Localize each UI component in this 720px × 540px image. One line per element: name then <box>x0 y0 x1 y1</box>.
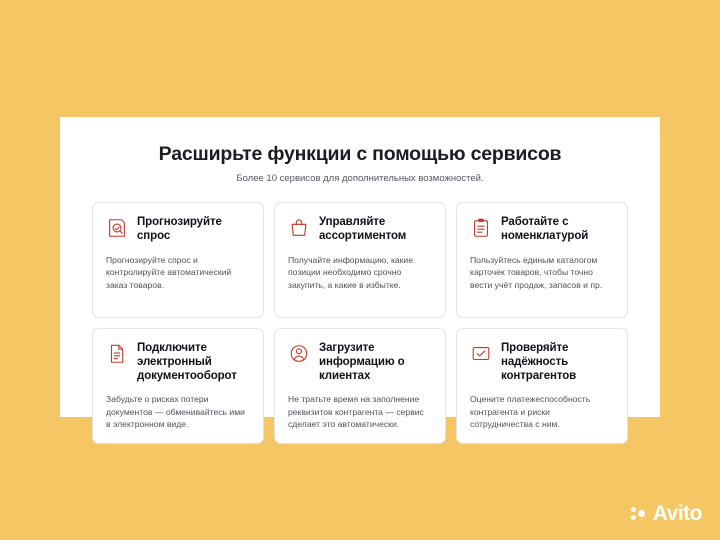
forecast-demand-icon <box>106 216 128 240</box>
service-tile-counterparty-check[interactable] <box>456 328 628 444</box>
avito-logo-icon <box>631 505 648 522</box>
tile-title: Работайте с номенклатурой <box>501 215 589 242</box>
tile-header <box>470 215 614 243</box>
service-tile-forecast-demand[interactable] <box>92 202 264 318</box>
tile-header <box>288 341 432 383</box>
tile-title: Проверяйте надёжность контрагентов <box>501 341 577 382</box>
page-subtitle: Более 10 сервисов для дополнительных возможностей. <box>236 173 484 185</box>
assortment-bag-icon <box>288 216 310 240</box>
document-flow-icon <box>106 342 128 366</box>
tile-header <box>470 341 614 383</box>
tile-title: Прогнозируйте спрос <box>137 215 222 242</box>
tile-header <box>106 341 250 383</box>
service-tile-client-info[interactable] <box>274 328 446 444</box>
avito-wordmark: Avito <box>652 502 702 525</box>
tile-text: Прогнозируйте спрос и контролируйте автоматический заказ товаров. <box>106 254 232 291</box>
service-tile-assortment[interactable] <box>274 202 446 318</box>
service-tile-document-flow[interactable] <box>92 328 264 444</box>
tile-header <box>288 215 432 243</box>
tile-title: Управляйте ассортиментом <box>319 215 407 242</box>
tile-title: Загрузите информацию о клиентах <box>319 341 405 382</box>
services-grid <box>92 202 628 444</box>
tile-header <box>106 215 250 243</box>
tile-text: Пользуйтесь единым каталогом карточек товаров, чтобы точно вести учёт продаж, запасов и пр. <box>470 254 603 291</box>
tile-text: Оцените платежеспособность контрагента и риски сотрудничества с ним. <box>470 393 591 430</box>
services-panel <box>60 117 660 430</box>
nomenclature-clipboard-icon <box>470 216 492 240</box>
tile-text: Не тратьте время на заполнение реквизитов контрагента — сервис сделает это автоматически. <box>288 393 424 430</box>
service-tile-nomenclature[interactable] <box>456 202 628 318</box>
tile-title: Подключите электронный документооборот <box>137 341 237 382</box>
page-title: Расширьте функции с помощью сервисов <box>158 143 562 165</box>
tile-text: Забудьте о рисках потери документов — обменивайтесь ими в электронном виде. <box>106 393 245 430</box>
avito-watermark <box>631 503 702 524</box>
client-info-icon <box>288 342 310 366</box>
tile-text: Получайте информацию, какие позиции необходимо срочно закупить, а какие в избытке. <box>288 254 414 291</box>
counterparty-check-icon <box>470 342 492 366</box>
